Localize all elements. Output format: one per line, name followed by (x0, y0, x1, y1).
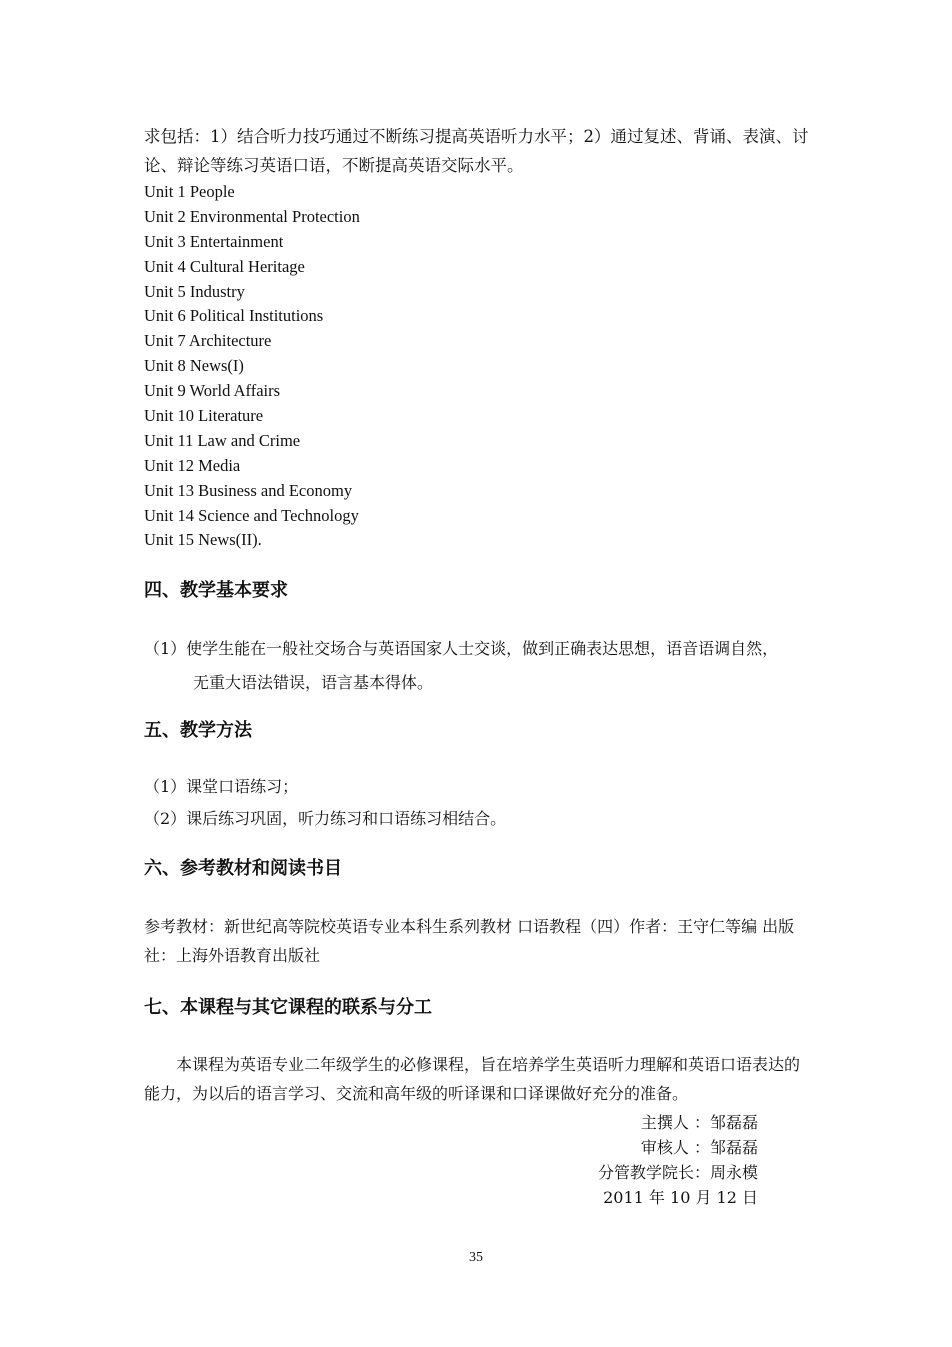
unit-item: Unit 3 Entertainment (144, 231, 284, 251)
section-6-text: 参考教材：新世纪高等院校英语专业本科生系列教材 口语教程（四）作者：王守仁等编 出版社：上海外语教育出版社 (144, 917, 795, 965)
section-4-item-1-line-1: （1）使学生能在一般社交场合与英语国家人士交谈，做到正确表达思想，语音语调自然， (144, 639, 779, 658)
unit-item: Unit 12 Media (144, 455, 241, 475)
section-7-text: 本课程为英语专业二年级学生的必修课程，旨在培养学生英语听力理解和英语口语表达的能力，为以后的语言学习、交流和高年级的听译课和口译课做好充分的准备。 (144, 1055, 801, 1103)
unit-item: Unit 1 People (144, 182, 235, 201)
intro-paragraph: 求包括：1）结合听力技巧通过不断练习提高英语听力水平；2）通过复述、背诵、表演、讨论、辩论等练习英语口语，不断提高英语交际水平。 (144, 127, 809, 175)
unit-item: Unit 5 Industry (144, 281, 245, 301)
section-7-heading: 七、本课程与其它课程的联系与分工 (144, 997, 432, 1018)
unit-item: Unit 15 News(II). (144, 530, 262, 550)
author-signature: 主撰人 ：邹磊磊 (640, 1113, 758, 1132)
unit-item: Unit 14 Science and Technology (144, 505, 359, 525)
page-number: 35 (469, 1250, 483, 1265)
section-4-heading: 四、教学基本要求 (144, 580, 288, 601)
dean-signature: 分管教学院长：周永模 (597, 1163, 758, 1182)
unit-item: Unit 9 World Affairs (144, 381, 281, 401)
unit-item: Unit 13 Business and Economy (144, 480, 353, 500)
unit-item: Unit 8 News(I) (144, 356, 244, 376)
unit-list (144, 180, 360, 553)
signature-date: 2011 年 10 月 12 日 (603, 1188, 758, 1207)
unit-item: Unit 10 Literature (144, 406, 264, 426)
section-6-heading: 六、参考教材和阅读书目 (144, 858, 342, 879)
section-5-item-1: （1）课堂口语练习； (144, 777, 299, 796)
unit-item: Unit 11 Law and Crime (144, 430, 301, 450)
section-4-item-1-line-2: 无重大语法错误，语言基本得体。 (193, 673, 434, 692)
section-5-heading: 五、教学方法 (144, 720, 252, 741)
unit-item: Unit 4 Cultural Heritage (144, 256, 305, 276)
reviewer-signature: 审核人 ：邹磊磊 (640, 1138, 758, 1157)
section-5-item-2: （2）课后练习巩固，听力练习和口语练习相结合。 (144, 809, 507, 828)
unit-item: Unit 6 Political Institutions (144, 306, 324, 326)
unit-item: Unit 2 Environmental Protection (144, 206, 360, 226)
unit-item: Unit 7 Architecture (144, 331, 272, 351)
